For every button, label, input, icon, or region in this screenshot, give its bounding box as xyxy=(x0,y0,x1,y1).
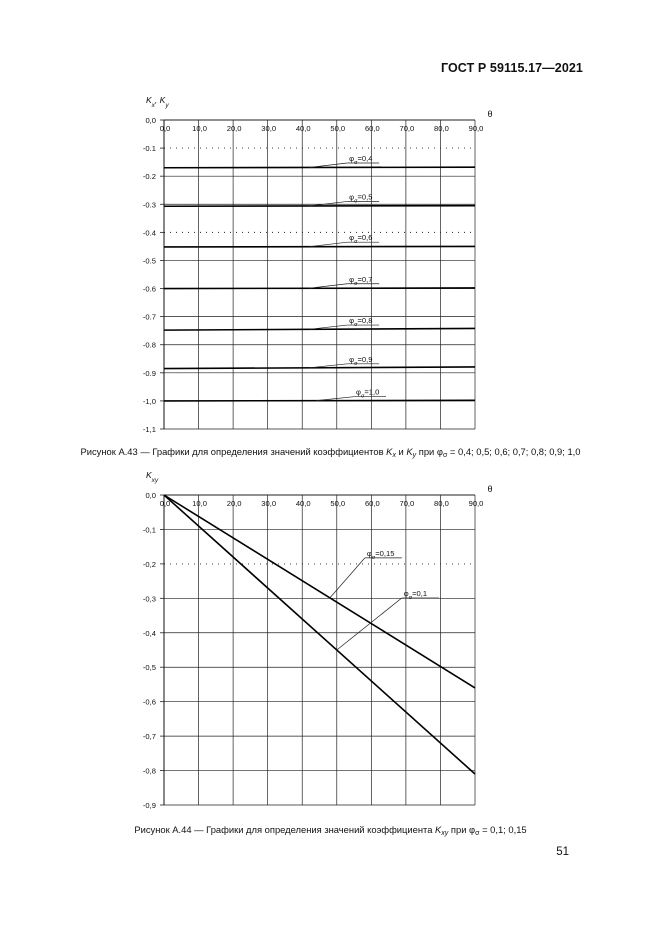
x-tick-label-2: 20,0 xyxy=(226,499,242,508)
y-tick-label-2: -0,2 xyxy=(142,559,156,569)
caption-a43-phi-sub: σ xyxy=(443,452,448,459)
y-tick-label-7: -0.7 xyxy=(142,312,156,322)
y-tick-label-9: -0,9 xyxy=(142,801,156,810)
series-label-sym-4: φ xyxy=(349,316,355,326)
series-label-sub-1: σ xyxy=(354,198,358,205)
x-tick-label-8: 80,0 xyxy=(434,499,449,508)
y-axis-label-part-1: xy xyxy=(151,476,159,484)
series-line-0 xyxy=(164,495,475,688)
series-line-1 xyxy=(164,495,475,774)
y-tick-label-4: -0.4 xyxy=(142,228,156,238)
caption-a44-post: при xyxy=(448,824,470,835)
x-tick-label-2: 20,0 xyxy=(226,124,242,133)
y-tick-label-5: -0.5 xyxy=(142,256,156,266)
series-line-1 xyxy=(164,206,475,207)
y-tick-label-2: -0.2 xyxy=(142,172,156,182)
series-label-sym-3: φ xyxy=(349,274,355,284)
series-label-val-5: =0,9 xyxy=(357,354,373,364)
caption-a44-k1: K xyxy=(435,824,442,835)
y-tick-label-6: -0.6 xyxy=(142,284,156,294)
y-tick-label-10: -1,0 xyxy=(142,396,156,406)
series-label-val-0: =0,15 xyxy=(375,548,395,558)
x-tick-label-8: 80,0 xyxy=(434,124,449,133)
caption-a43-k2: K xyxy=(406,446,413,457)
x-tick-label-0: 0,0 xyxy=(159,499,171,508)
series-label-sym-6: φ xyxy=(356,387,361,397)
x-tick-label-1: 10,0 xyxy=(192,124,207,133)
y-tick-label-0: 0,0 xyxy=(145,116,156,125)
series-label-sub-3: σ xyxy=(354,280,358,287)
series-label-sym-0: φ xyxy=(366,548,372,558)
series-label-0 xyxy=(349,154,372,166)
caption-a44-k1-sub: xy xyxy=(441,830,449,837)
x-tick-label-9: 90,0 xyxy=(468,499,484,508)
series-leader-0 xyxy=(330,558,365,598)
x-tick-label-0: 0,0 xyxy=(159,124,171,133)
page-number: 51 xyxy=(556,846,569,858)
series-label-sym-1: φ xyxy=(349,192,355,202)
series-line-3 xyxy=(164,288,475,289)
x-tick-label-5: 50,0 xyxy=(330,499,346,508)
series-label-2 xyxy=(349,233,372,245)
x-tick-label-9: 90,0 xyxy=(468,124,484,133)
x-tick-label-7: 70,0 xyxy=(399,499,415,508)
series-label-sym-0: φ xyxy=(349,153,355,163)
document-header: ГОСТ Р 59115.17—2021 xyxy=(440,61,583,75)
caption-a43-k1-sub: x xyxy=(392,452,396,459)
y-axis-label xyxy=(146,470,159,484)
y-axis-label xyxy=(146,95,169,109)
y-axis-label-part-0: K xyxy=(146,95,152,105)
series-label-sub-1: σ xyxy=(408,595,413,601)
caption-a44-values: = 0,1; 0,15 xyxy=(479,824,527,835)
caption-a43-phi: φ xyxy=(436,446,443,457)
x-tick-label-4: 40,0 xyxy=(295,124,311,133)
series-label-val-4: =0,8 xyxy=(357,316,373,326)
series-label-val-1: =0,5 xyxy=(357,192,373,202)
y-tick-label-8: -0,8 xyxy=(142,766,156,776)
y-axis-label-part-1: x xyxy=(151,101,155,109)
y-tick-label-0: 0,0 xyxy=(145,491,156,500)
x-tick-label-6: 60,0 xyxy=(364,124,380,133)
series-label-sub-6: σ xyxy=(360,393,365,400)
caption-a43-mid: и xyxy=(395,446,407,457)
series-label-sym-2: φ xyxy=(349,233,355,243)
y-tick-label-7: -0,7 xyxy=(142,732,156,742)
x-tick-label-3: 30,0 xyxy=(261,499,277,508)
series-label-sub-0: σ xyxy=(371,554,376,561)
figure-caption-a44 xyxy=(0,824,661,837)
series-line-4 xyxy=(164,328,475,330)
chart-kx-ky xyxy=(0,90,661,435)
series-label-sub-0: σ xyxy=(354,159,358,166)
y-tick-label-6: -0,6 xyxy=(142,697,156,707)
y-tick-label-9: -0.9 xyxy=(142,368,156,378)
series-label-3 xyxy=(349,275,372,287)
figure-caption-a43 xyxy=(0,446,661,459)
y-tick-label-1: -0,1 xyxy=(142,525,156,535)
y-tick-label-11: -1,1 xyxy=(142,425,156,434)
series-line-0 xyxy=(164,167,475,168)
caption-a44-prefix: Рисунок А.44 — Графики для определения значений коэффициента xyxy=(134,824,436,835)
series-label-val-6: =1,0 xyxy=(364,387,380,397)
series-label-1 xyxy=(349,192,372,204)
chart-kxy xyxy=(0,470,661,810)
caption-a44-phi-sub: σ xyxy=(475,830,480,837)
series-leader-1 xyxy=(337,598,402,650)
caption-a44-phi: φ xyxy=(469,824,476,835)
x-tick-label-1: 10,0 xyxy=(192,499,207,508)
series-label-1 xyxy=(404,589,427,601)
series-label-val-1: =0,1 xyxy=(412,589,428,598)
y-axis-label-part-3: y xyxy=(165,101,169,109)
caption-a43-values: = 0,4; 0,5; 0,6; 0,7; 0,8; 0,9; 1,0 xyxy=(447,446,581,457)
series-label-4 xyxy=(349,316,372,328)
series-label-sub-5: σ xyxy=(354,360,358,367)
caption-a43-post: при xyxy=(416,446,437,457)
y-tick-label-5: -0,5 xyxy=(142,663,156,673)
x-tick-label-7: 70,0 xyxy=(399,124,415,133)
series-label-6 xyxy=(356,388,379,400)
series-label-val-2: =0,6 xyxy=(357,233,373,243)
y-axis-label-part-0: K xyxy=(146,470,152,480)
series-label-sym-1: φ xyxy=(403,589,409,598)
y-tick-label-4: -0,4 xyxy=(142,628,156,638)
caption-a43-k2-sub: y xyxy=(412,452,417,459)
series-label-val-0: =0,4 xyxy=(357,153,373,163)
series-label-0 xyxy=(367,549,395,561)
series-label-val-3: =0,7 xyxy=(357,274,373,284)
x-tick-label-4: 40,0 xyxy=(295,499,311,508)
x-tick-label-6: 60,0 xyxy=(364,499,380,508)
series-label-5 xyxy=(349,355,372,367)
x-tick-label-3: 30,0 xyxy=(261,124,277,133)
y-tick-label-1: -0.1 xyxy=(142,144,156,154)
y-tick-label-8: -0.8 xyxy=(142,340,156,350)
y-axis-label-part-2: , K xyxy=(154,95,166,105)
series-line-5 xyxy=(164,367,475,369)
series-label-sym-5: φ xyxy=(349,354,355,364)
caption-a43-k1: K xyxy=(386,446,393,457)
x-axis-label: θ xyxy=(487,484,493,494)
series-label-sub-4: σ xyxy=(354,322,358,329)
y-tick-label-3: -0.3 xyxy=(142,200,156,210)
y-tick-label-3: -0,3 xyxy=(142,594,156,604)
caption-a43-prefix: Рисунок А.43 — Графики для определения значений коэффициентов xyxy=(80,446,387,457)
x-axis-label: θ xyxy=(487,109,493,119)
series-label-sub-2: σ xyxy=(354,239,358,246)
x-tick-label-5: 50,0 xyxy=(330,124,346,133)
series-line-2 xyxy=(164,246,475,247)
